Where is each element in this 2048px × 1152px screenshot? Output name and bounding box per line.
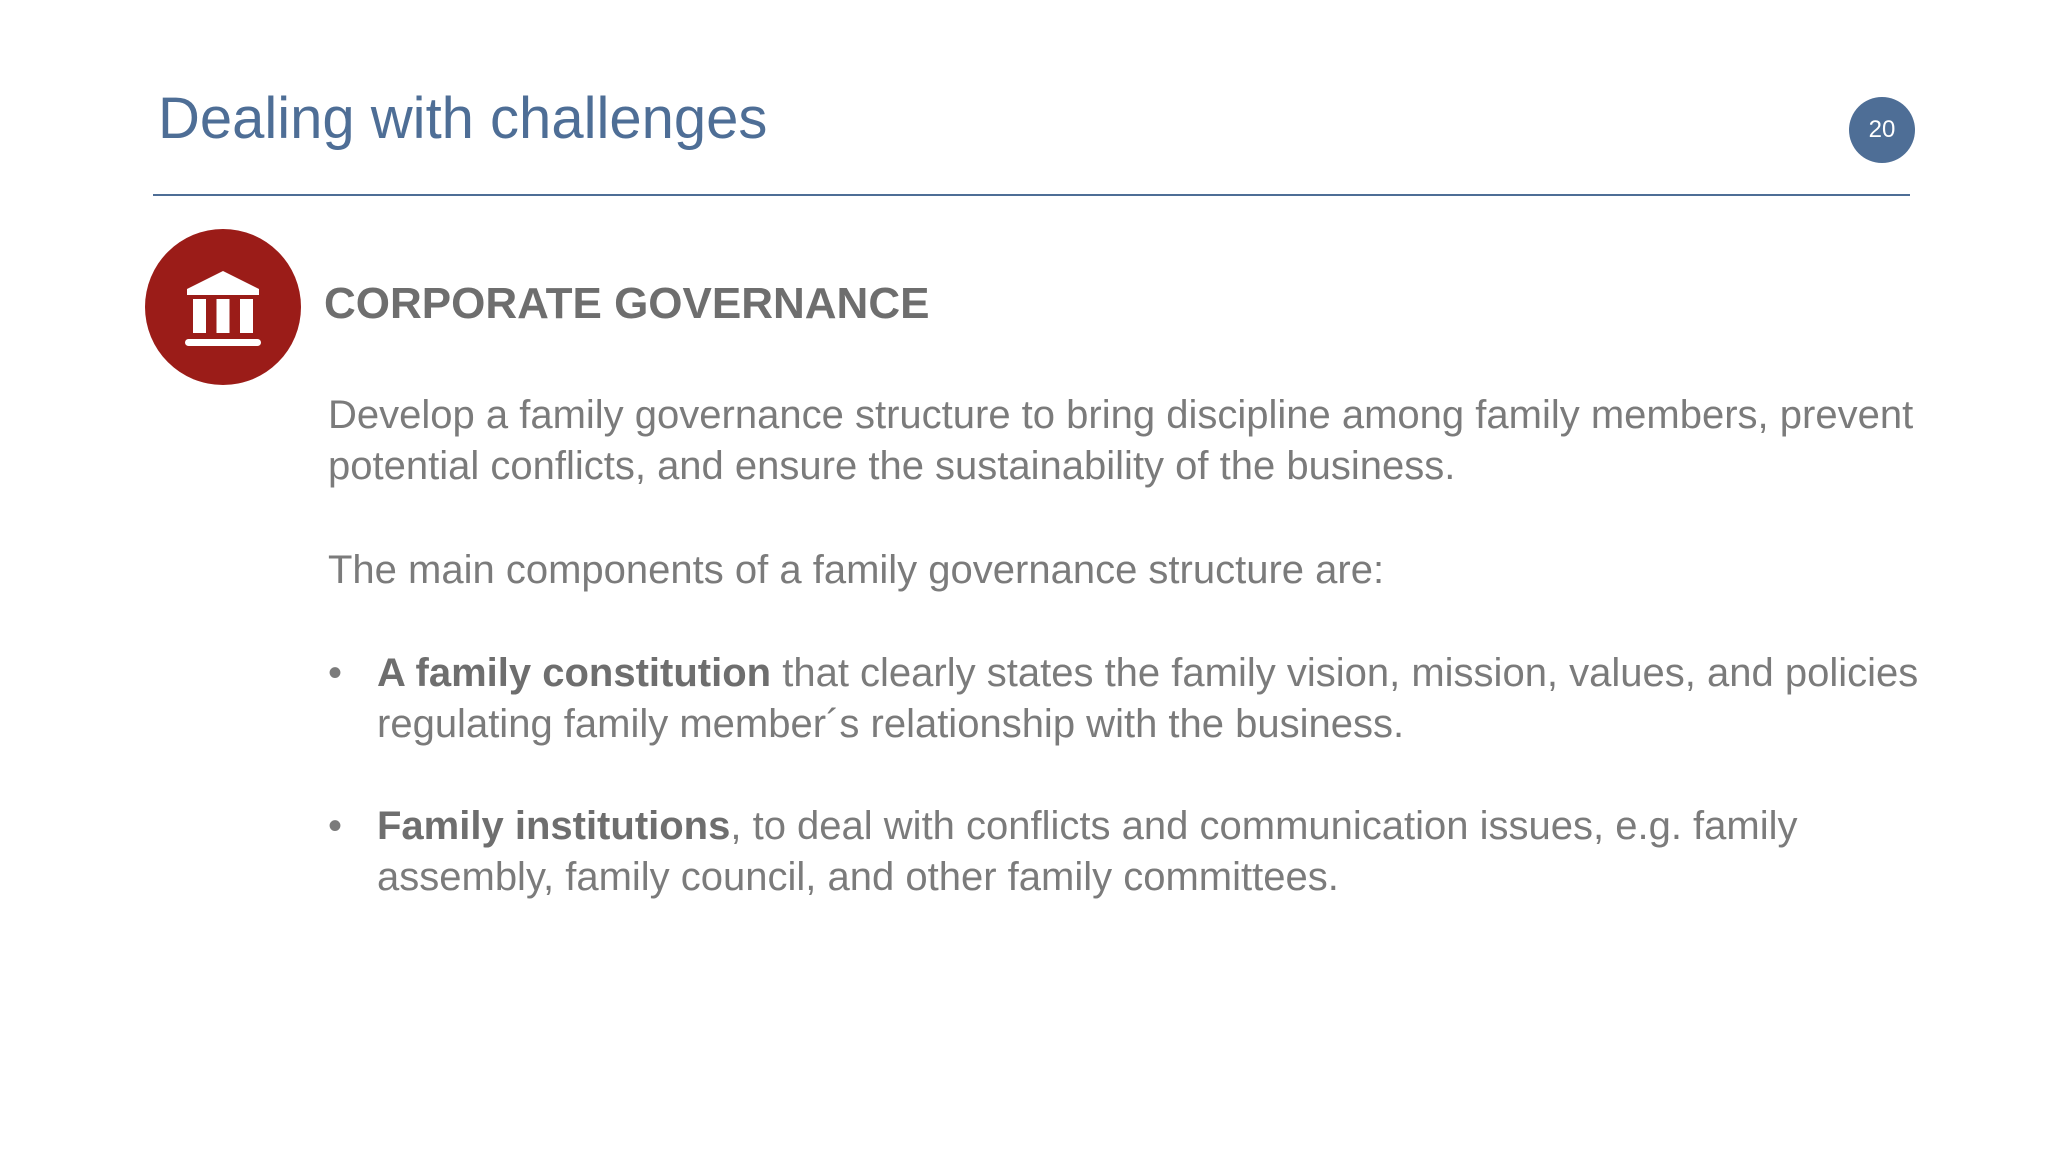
slide-title: Dealing with challenges [158, 86, 768, 151]
bullet-marker: • [328, 804, 343, 848]
components-lead-paragraph: The main components of a family governance structure are: [328, 548, 1385, 592]
bullet-text: , to deal with conflicts and communication issues, e.g. family assembly, family council, and other family committees. [377, 804, 1798, 899]
list-item [328, 801, 1928, 903]
institution-building-icon [145, 229, 301, 385]
page-number-badge: 20 [1849, 97, 1915, 163]
institution-building-icon-glyph [175, 259, 271, 355]
components-list [328, 648, 1928, 954]
bullet-bold-lead: Family institutions [377, 804, 731, 848]
bullet-bold-lead: A family constitution [377, 651, 772, 695]
intro-paragraph: Develop a family governance structure to bring discipline among family members, prevent potential conflicts, and ensure the sustainability of the business. [328, 393, 1914, 488]
bullet-text: that clearly states the family vision, mission, values, and policies regulating family member´s relationship with the business. [377, 651, 1919, 746]
section-heading: CORPORATE GOVERNANCE [324, 279, 930, 328]
bullet-marker: • [328, 651, 343, 695]
list-item [328, 648, 1928, 750]
title-divider [153, 194, 1910, 196]
